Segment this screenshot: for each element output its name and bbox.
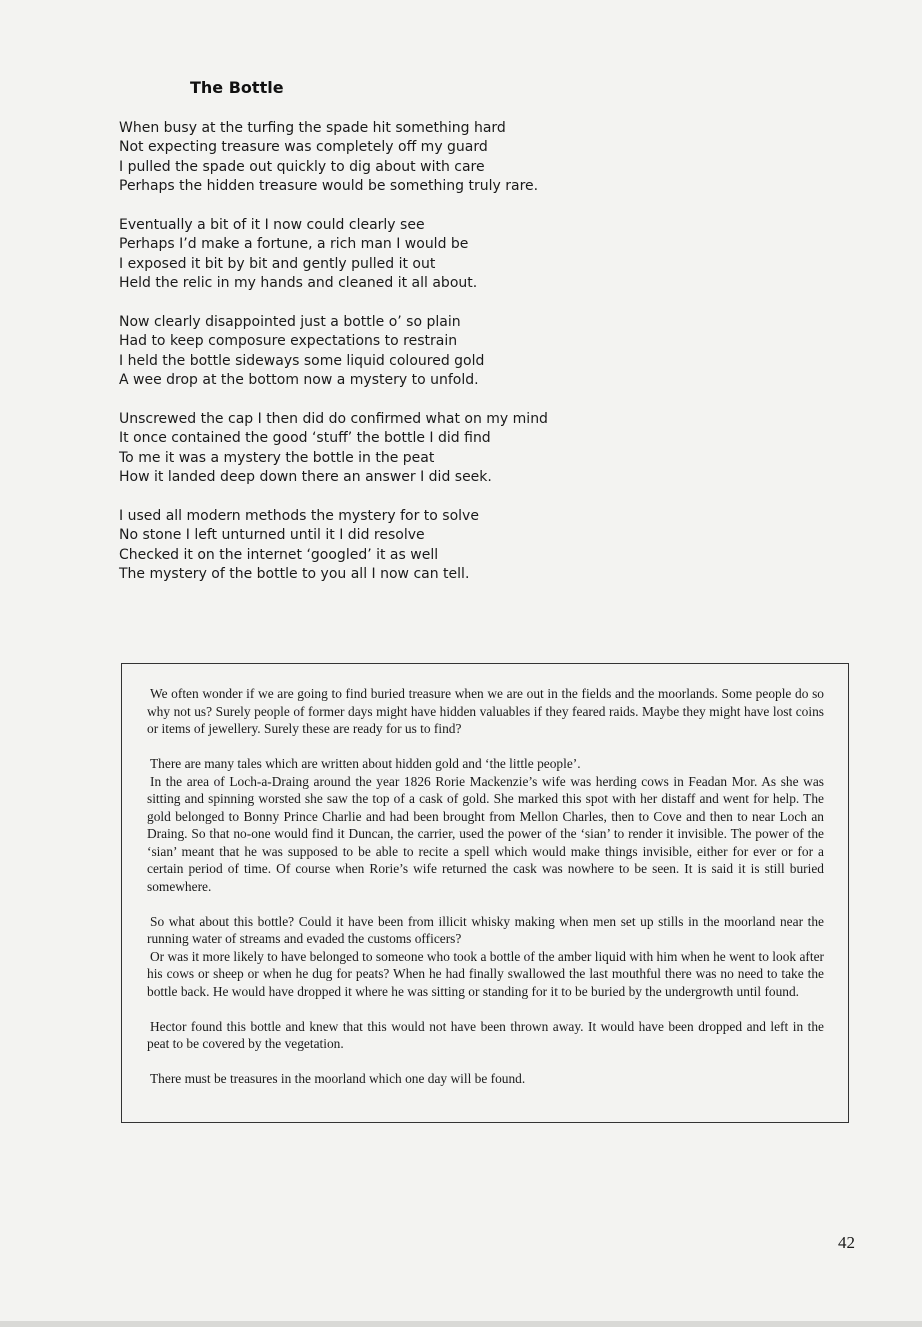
poem-line: A wee drop at the bottom now a mystery to unfold. (119, 372, 479, 389)
poem-line: Had to keep composure expectations to restrain (119, 333, 458, 350)
poem-line: No stone I left unturned until it I did resolve (119, 527, 425, 544)
poem-line: It once contained the good ‘stuff’ the bottle I did find (119, 430, 491, 447)
poem-line: To me it was a mystery the bottle in the peat (119, 449, 435, 466)
article-paragraph-6: Hector found this bottle and knew that this would not have been thrown away. It would have been dropped and left in the peat to be covered by the vegetation. (147, 1018, 824, 1051)
poem-line: I pulled the spade out quickly to dig about with care (119, 158, 485, 175)
article-box (121, 663, 849, 1123)
poem-line: I held the bottle sideways some liquid coloured gold (119, 352, 485, 369)
article-paragraph-2: There are many tales which are written about hidden gold and ‘the little people’. (150, 756, 581, 771)
poem-line: How it landed deep down there an answer I did seek. (119, 469, 492, 486)
poem-line: The mystery of the bottle to you all I now can tell. (119, 566, 470, 583)
poem-line: Eventually a bit of it I now could clearly see (119, 217, 425, 234)
poem-line: Unscrewed the cap I then did do confirmed what on my mind (119, 411, 548, 428)
poem-line: Not expecting treasure was completely off my guard (119, 139, 488, 156)
poem-line: Checked it on the internet ‘googled’ it as well (119, 546, 439, 563)
page-number: 42 (838, 1233, 855, 1252)
poem-line: Now clearly disappointed just a bottle o’ so plain (119, 314, 461, 331)
article-paragraph-3: In the area of Loch-a-Draing around the year 1826 Rorie Mackenzie’s wife was herding cows in Feadan Mor. As she was sitting and spinning worsted she saw the top of a cask of gold. She marked this spot with her distaff and went for help. The gold belonged to Bonny Prince Charlie and had been brought from Mellon Charles, then to Cove and then to near Loch an Draing. So that no-one would find it Duncan, the carrier, used the power of the ‘sian’ to render it invisible. The power of the ‘sian’ meant that he was supposed to be able to recite a spell which would make things invisible, either for ever or for a certain period of time. Of course when Rorie’s wife returned the cask was nowhere to be seen. It is said it is still buried somewhere. (147, 773, 824, 894)
poem-stanza-1 (119, 119, 559, 197)
poem (119, 119, 559, 604)
scan-edge (0, 1321, 922, 1327)
article-paragraph-5: Or was it more likely to have belonged to someone who took a bottle of the amber liquid with him when he went to look after his cows or sheep or when he dug for peats? When he had finally swallowed the last mouthful there was no need to take the bottle back. He would have dropped it where he was sitting or standing for it to be buried by the undergrowth until found. (147, 948, 824, 999)
poem-line: I exposed it bit by bit and gently pulled it out (119, 255, 436, 272)
poem-stanza-4 (119, 410, 559, 488)
poem-stanza-3 (119, 313, 559, 391)
poem-stanza-2 (119, 216, 559, 294)
article-paragraph-1: We often wonder if we are going to find buried treasure when we are out in the fields and the moorlands. Some people do so why not us? Surely people of former days might have hidden valuables if they feared raids. Maybe they might have lost coins or items of jewellery. Surely these are ready for us to find? (147, 686, 824, 736)
article-paragraph-4: So what about this bottle? Could it have been from illicit whisky making when men set up stills in the moorland near the running water of streams and evaded the customs officers? (147, 913, 824, 946)
article-paragraph-7: There must be treasures in the moorland which one day will be found. (150, 1071, 526, 1086)
poem-line: Perhaps I’d make a fortune, a rich man I would be (119, 236, 469, 253)
poem-stanza-5 (119, 507, 559, 585)
poem-line: I used all modern methods the mystery for to solve (119, 508, 479, 525)
poem-line: When busy at the turfing the spade hit something hard (119, 120, 506, 136)
poem-line: Held the relic in my hands and cleaned it all about. (119, 275, 478, 292)
poem-line: Perhaps the hidden treasure would be something truly rare. (119, 178, 539, 195)
poem-title: The Bottle (190, 78, 284, 97)
